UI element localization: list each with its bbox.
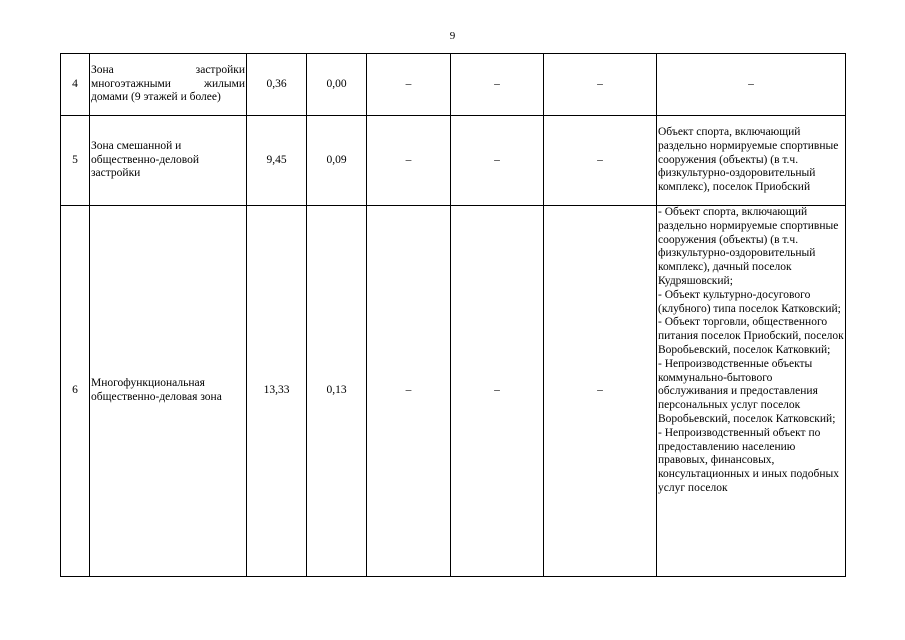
object-item: - Объект торговли, общественного питания поселок Приобский, поселок Воробьевский, поселок Катковкий; bbox=[658, 316, 844, 356]
zones-table bbox=[60, 53, 846, 577]
column-6-cell: – bbox=[451, 54, 544, 116]
column-7-cell: – bbox=[544, 116, 657, 206]
column-5-cell: – bbox=[367, 54, 451, 116]
table-row bbox=[61, 206, 846, 577]
column-5-cell: – bbox=[367, 206, 451, 577]
share-cell: 0,00 bbox=[307, 54, 367, 116]
objects-list bbox=[658, 206, 844, 576]
column-7-cell: – bbox=[544, 206, 657, 577]
column-6-cell: – bbox=[451, 206, 544, 577]
area-cell: 9,45 bbox=[247, 116, 307, 206]
row-number-cell: 4 bbox=[61, 54, 90, 116]
object-item: - Объект спорта, включающий раздельно нормируемые спортивные сооружения (объекты) (в т.ч. физкультурно-оздоровительный комплекс), дачный поселок Кудряшовский; bbox=[658, 206, 839, 287]
object-item: - Объект культурно-досугового (клубного) типа поселок Катковский; bbox=[658, 288, 841, 315]
objects-cell: – bbox=[657, 54, 846, 116]
zone-name-cell: Многофункциональная общественно-деловая зона bbox=[90, 206, 247, 577]
column-5-cell: – bbox=[367, 116, 451, 206]
column-6-cell: – bbox=[451, 116, 544, 206]
area-cell: 13,33 bbox=[247, 206, 307, 577]
table-row bbox=[61, 54, 846, 116]
object-item: - Непроизводственный объект по предоставлению населению правовых, финансовых, консультационных и иных подобных услуг поселок bbox=[658, 426, 839, 494]
row-number-cell: 6 bbox=[61, 206, 90, 577]
objects-cell: Объект спорта, включающий раздельно нормируемые спортивные сооружения (объекты) (в т.ч. физкультурно-оздоровительный комплекс), поселок Приобский bbox=[657, 116, 846, 206]
zone-name-cell: Зона смешанной и общественно-деловой застройки bbox=[90, 116, 247, 206]
object-item: - Непроизводственные объекты коммунально-бытового обслуживания и предоставления персональных услуг поселок Воробьевский, поселок Катковский; bbox=[658, 357, 836, 425]
row-number-cell: 5 bbox=[61, 116, 90, 206]
page-number: 9 bbox=[449, 30, 456, 42]
column-7-cell: – bbox=[544, 54, 657, 116]
area-cell: 0,36 bbox=[247, 54, 307, 116]
objects-cell bbox=[657, 206, 846, 577]
zone-name-cell: Зона застройки многоэтажными жилыми домами (9 этажей и более) bbox=[90, 54, 247, 116]
share-cell: 0,09 bbox=[307, 116, 367, 206]
table-row bbox=[61, 116, 846, 206]
share-cell: 0,13 bbox=[307, 206, 367, 577]
